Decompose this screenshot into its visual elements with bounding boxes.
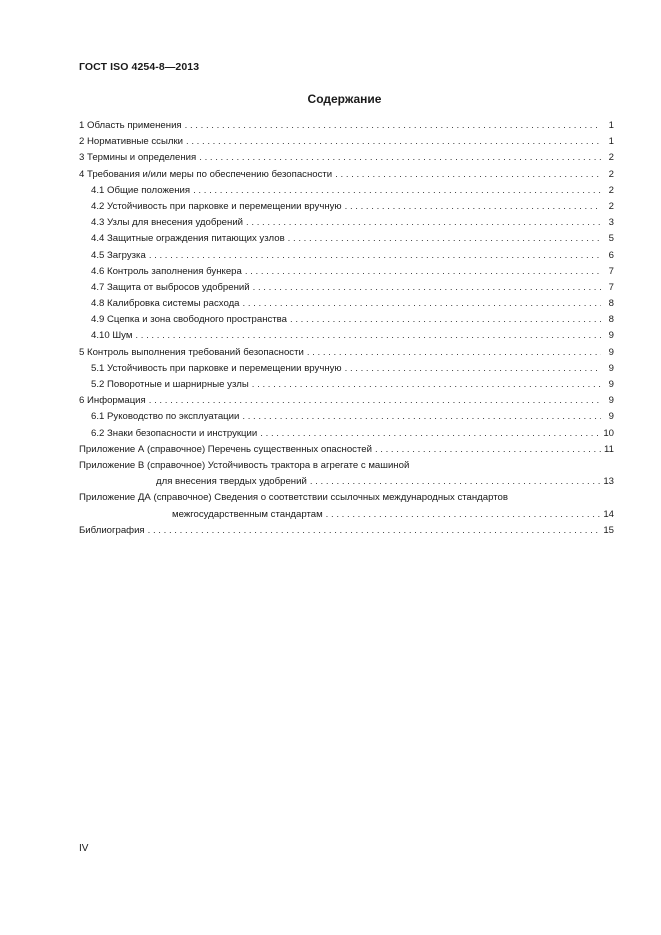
toc-entry-page: 1 bbox=[608, 120, 614, 131]
toc-entry-page: 9 bbox=[608, 330, 614, 342]
toc-entry-label: 6.1 Руководство по эксплуатации bbox=[91, 411, 240, 423]
toc-entry-page: 3 bbox=[608, 217, 614, 229]
toc-entry[interactable] bbox=[79, 391, 614, 407]
toc-entry-label: 2 Нормативные ссылки bbox=[79, 136, 184, 148]
toc-entry-label: 4.7 Защита от выбросов удобрений bbox=[91, 281, 250, 293]
document-header: ГОСТ ISO 4254-8—2013 bbox=[79, 61, 200, 73]
toc-entry-label: 4.10 Шум bbox=[91, 330, 133, 342]
toc-entry[interactable] bbox=[79, 440, 614, 456]
toc-entry-page: 7 bbox=[608, 281, 614, 293]
toc-entry[interactable] bbox=[79, 245, 614, 261]
dot-leader bbox=[375, 444, 601, 456]
toc-entry-label: Приложение А (справочное) Перечень существенных опасностей bbox=[79, 443, 372, 455]
toc-entry-label: 6 Информация bbox=[79, 395, 146, 407]
toc-entry-label: 5 Контроль выполнения требований безопасности bbox=[79, 346, 304, 358]
toc-entry-page: 6 bbox=[608, 249, 614, 261]
toc-entry-page: 9 bbox=[608, 362, 614, 374]
toc-entry[interactable] bbox=[79, 118, 614, 132]
toc-entry[interactable] bbox=[79, 181, 614, 197]
page-title: Содержание bbox=[307, 92, 382, 106]
dot-leader bbox=[335, 169, 601, 181]
dot-leader bbox=[149, 250, 601, 262]
toc-entry-page: 5 bbox=[608, 233, 614, 245]
toc-entry[interactable] bbox=[79, 262, 614, 278]
toc-entry[interactable] bbox=[79, 342, 614, 358]
toc-entry-label: 4 Требования и/или меры по обеспечению безопасности bbox=[79, 168, 333, 180]
toc-entry[interactable] bbox=[79, 164, 614, 180]
dot-leader bbox=[326, 509, 601, 521]
dot-leader bbox=[186, 136, 601, 148]
dot-leader bbox=[242, 411, 601, 423]
toc-entry-label: 4.2 Устойчивость при парковке и перемещении вручную bbox=[91, 200, 342, 212]
toc-entry[interactable] bbox=[79, 407, 614, 423]
toc-entry-label: 4.9 Сцепка и зона свободного пространства bbox=[91, 314, 288, 326]
toc-entry-label: 4.4 Защитные ограждения питающих узлов bbox=[91, 233, 285, 245]
dot-leader bbox=[345, 363, 601, 375]
table-of-contents bbox=[79, 118, 614, 537]
dot-leader bbox=[185, 120, 601, 132]
dot-leader bbox=[260, 428, 600, 440]
toc-entry-label: Приложение В (справочное) Устойчивость трактора в агрегате с машиной bbox=[79, 459, 410, 471]
toc-entry[interactable] bbox=[79, 132, 614, 148]
dot-leader bbox=[288, 233, 601, 245]
dot-leader bbox=[199, 152, 601, 164]
toc-entry-label: 4.8 Калибровка системы расхода bbox=[91, 298, 240, 310]
toc-entry[interactable] bbox=[79, 278, 614, 294]
toc-entry-label: межгосударственным стандартам bbox=[172, 508, 323, 520]
toc-entry[interactable] bbox=[79, 504, 614, 520]
toc-entry-page: 14 bbox=[603, 508, 614, 520]
toc-entry[interactable] bbox=[79, 359, 614, 375]
toc-entry-label: 4.6 Контроль заполнения бункера bbox=[91, 265, 242, 277]
dot-leader bbox=[245, 266, 601, 278]
toc-entry[interactable] bbox=[79, 326, 614, 342]
toc-entry-label: 3 Термины и определения bbox=[79, 152, 197, 164]
dot-leader bbox=[252, 379, 601, 391]
toc-entry[interactable] bbox=[79, 456, 614, 472]
toc-entry-page: 1 bbox=[608, 136, 614, 148]
dot-leader bbox=[345, 201, 601, 213]
toc-entry-page: 2 bbox=[608, 200, 614, 212]
toc-entry-page: 15 bbox=[603, 524, 614, 536]
toc-entry-page: 7 bbox=[608, 265, 614, 277]
toc-entry-page: 2 bbox=[608, 168, 614, 180]
dot-leader bbox=[246, 217, 601, 229]
toc-entry[interactable] bbox=[79, 229, 614, 245]
toc-entry[interactable] bbox=[79, 423, 614, 439]
toc-entry-label: Приложение ДА (справочное) Сведения о соответствии ссылочных международных стандартов bbox=[79, 492, 508, 504]
dot-leader bbox=[310, 476, 601, 488]
dot-leader bbox=[148, 525, 601, 537]
toc-entry-label: 5.2 Поворотные и шарнирные узлы bbox=[91, 379, 249, 390]
toc-entry-page: 2 bbox=[608, 184, 614, 196]
toc-entry-page: 9 bbox=[608, 411, 614, 423]
toc-entry-page: 2 bbox=[608, 152, 614, 164]
toc-entry-label: 5.1 Устойчивость при парковке и перемещении вручную bbox=[91, 362, 342, 374]
dot-leader bbox=[290, 314, 601, 326]
toc-entry-page: 9 bbox=[608, 346, 614, 358]
toc-entry-label: 4.1 Общие положения bbox=[91, 184, 191, 196]
dot-leader bbox=[307, 347, 601, 359]
toc-entry-page: 10 bbox=[603, 427, 614, 439]
toc-entry-label: 4.5 Загрузка bbox=[91, 249, 146, 261]
toc-entry[interactable] bbox=[79, 294, 614, 310]
toc-entry[interactable] bbox=[79, 521, 614, 537]
dot-leader bbox=[193, 185, 601, 197]
dot-leader bbox=[135, 330, 601, 342]
toc-entry[interactable] bbox=[79, 197, 614, 213]
toc-entry-label: 1 Область применения bbox=[79, 120, 182, 131]
toc-entry-page: 13 bbox=[603, 476, 614, 488]
toc-entry[interactable] bbox=[79, 148, 614, 164]
toc-entry-page: 9 bbox=[608, 395, 614, 407]
dot-leader bbox=[253, 282, 601, 294]
toc-entry[interactable] bbox=[79, 310, 614, 326]
toc-entry-page: 8 bbox=[608, 314, 614, 326]
dot-leader bbox=[149, 395, 601, 407]
toc-entry[interactable] bbox=[79, 375, 614, 391]
toc-entry-label: 4.3 Узлы для внесения удобрений bbox=[91, 217, 244, 229]
toc-entry[interactable] bbox=[79, 472, 614, 488]
toc-entry-page: 8 bbox=[608, 298, 614, 310]
page-number: IV bbox=[79, 843, 89, 854]
toc-entry-label: для внесения твердых удобрений bbox=[156, 476, 307, 488]
dot-leader bbox=[243, 298, 601, 310]
toc-entry-page: 11 bbox=[604, 443, 614, 455]
toc-entry-label: 6.2 Знаки безопасности и инструкции bbox=[91, 427, 258, 439]
toc-entry-label: Библиография bbox=[79, 524, 145, 536]
toc-entry[interactable] bbox=[79, 213, 614, 229]
toc-entry[interactable] bbox=[79, 488, 614, 504]
toc-entry-page: 9 bbox=[608, 379, 614, 390]
